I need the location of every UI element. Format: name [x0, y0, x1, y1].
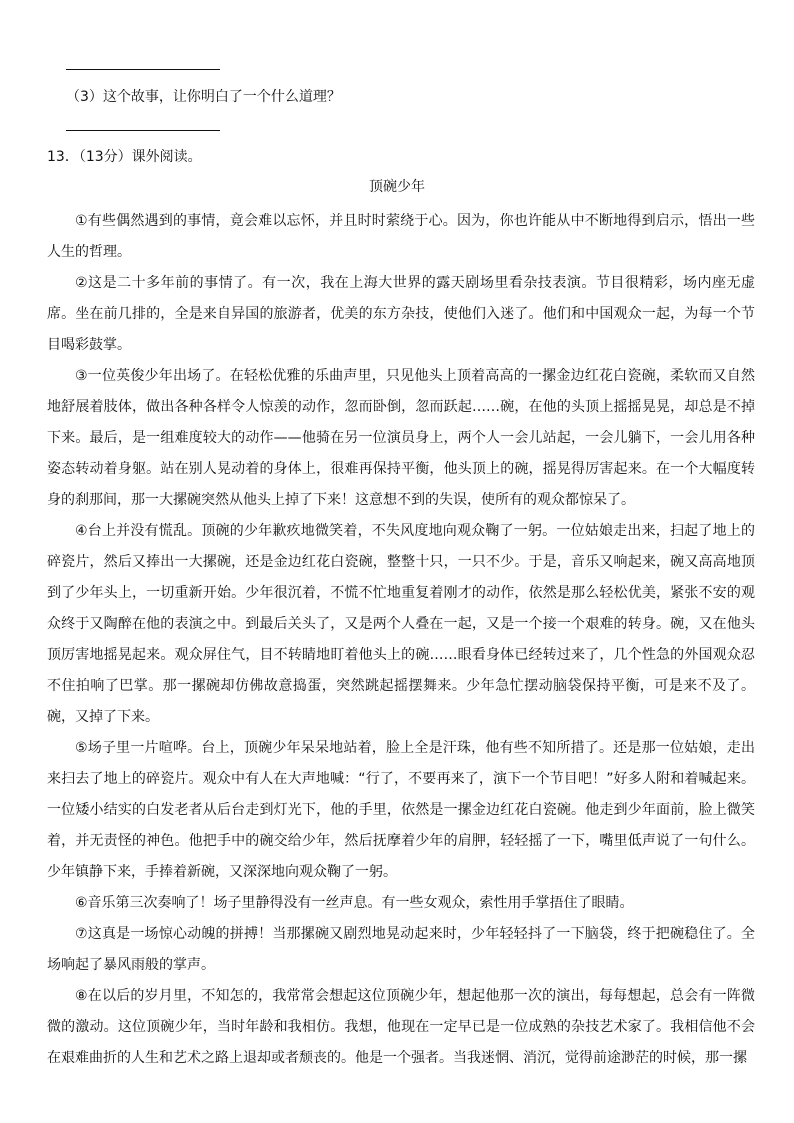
article-body [47, 206, 755, 1074]
paragraph-4: ④台上并没有慌乱。顶碗的少年歉疚地微笑着，不失风度地向观众鞠了一躬。一位姑娘走出来，扫起了地上的碎瓷片，然后又捧出一大摞碗，还是金边红花白瓷碗，整整十只，一只不少。于是，音乐又响起来，碗又高高地顶到了少年头上，一切重新开始。少年很沉着，不慌不忙地重复着刚才的动作，依然是那么轻松优美，紧张不安的观众终于又陶醉在他的表演之中。到最后关头了，又是两个人叠在一起，又是一个接一个艰难的转身。碗，又在他头顶厉害地摇晃起来。观众屏住气，目不转睛地盯着他头上的碗……眼看身体已经转过来了，几个性急的外国观众忍不住拍响了巴掌。那一摞碗却仿佛故意捣蛋，突然跳起摇摆舞来。少年急忙摆动脑袋保持平衡，可是来不及了。碗，又掉了下来。 [47, 523, 755, 725]
question-13-header: 13．（13分）课外阅读。 [47, 149, 202, 165]
paragraph-1: ①有些偶然遇到的事情，竟会难以忘怀，并且时时萦绕于心。因为，你也许能从中不断地得到启示，悟出一些人生的哲理。 [47, 213, 755, 260]
paragraph-2: ②这是二十多年前的事情了。有一次，我在上海大世界的露天剧场里看杂技表演。节目很精彩，场内座无虚席。坐在前几排的，全是来自异国的旅游者，优美的东方杂技，使他们入迷了。他们和中国观众一起，为每一个节目喝彩鼓掌。 [47, 275, 755, 353]
paragraph-5: ⑤场子里一片喧哗。台上，顶碗少年呆呆地站着，脸上全是汗珠，他有些不知所措了。还是那一位姑娘，走出来扫去了地上的碎瓷片。观众中有人在大声地喊：“行了，不要再来了，演下一个节目吧！”好多人附和着喊起来。一位矮小结实的白发老者从后台走到灯光下，他的手里，依然是一摞金边红花白瓷碗。他走到少年面前，脸上微笑着，并无责怪的神色。他把手中的碗交给少年，然后抚摩着少年的肩胛，轻轻摇了一下，嘴里低声说了一句什么。少年镇静下来，手捧着新碗，又深深地向观众鞠了一躬。 [47, 740, 755, 880]
answer-blank-line[interactable] [66, 69, 220, 70]
paragraph-6: ⑥音乐第三次奏响了！场子里静得没有一丝声息。有一些女观众，索性用手掌捂住了眼睛。 [75, 895, 634, 911]
article-title: 顶碗少年 [369, 179, 425, 195]
answer-blank-line[interactable] [66, 130, 220, 131]
paragraph-3: ③一位英俊少年出场了。在轻松优雅的乐曲声里，只见他头上顶着高高的一摞金边红花白瓷碗，柔软而又自然地舒展着肢体，做出各种各样令人惊羡的动作，忽而卧倒，忽而跃起……碗，在他的头顶上摇摇晃晃，却总是不掉下来。最后，是一组难度较大的动作——他骑在另一位演员身上，两个人一会儿站起，一会儿躺下，一会儿用各种姿态转动着身躯。站在别人晃动着的身体上，很难再保持平衡，他头顶上的碗，摇晃得厉害起来。在一个大幅度转身的刹那间，那一大摞碗突然从他头上掉了下来！这意想不到的失误，使所有的观众都惊呆了。 [47, 368, 755, 508]
paragraph-8: ⑧在以后的岁月里，不知怎的，我常常会想起这位顶碗少年，想起他那一次的演出，每每想起，总会有一阵微微的激动。这位顶碗少年，当时年龄和我相仿。我想，他现在一定早已是一位成熟的杂技艺术家了。我相信他不会在艰难曲折的人生和艺术之路上退却或者颓丧的。他是一个强者。当我迷惘、消沉，觉得前途渺茫的时候，那一摞 [47, 988, 755, 1066]
paragraph-7: ⑦这真是一场惊心动魄的拼搏！当那摞碗又剧烈地晃动起来时，少年轻轻抖了一下脑袋，终于把碗稳住了。全场响起了暴风雨般的掌声。 [47, 926, 755, 973]
question-3: （3）这个故事，让你明白了一个什么道理？ [66, 89, 341, 105]
